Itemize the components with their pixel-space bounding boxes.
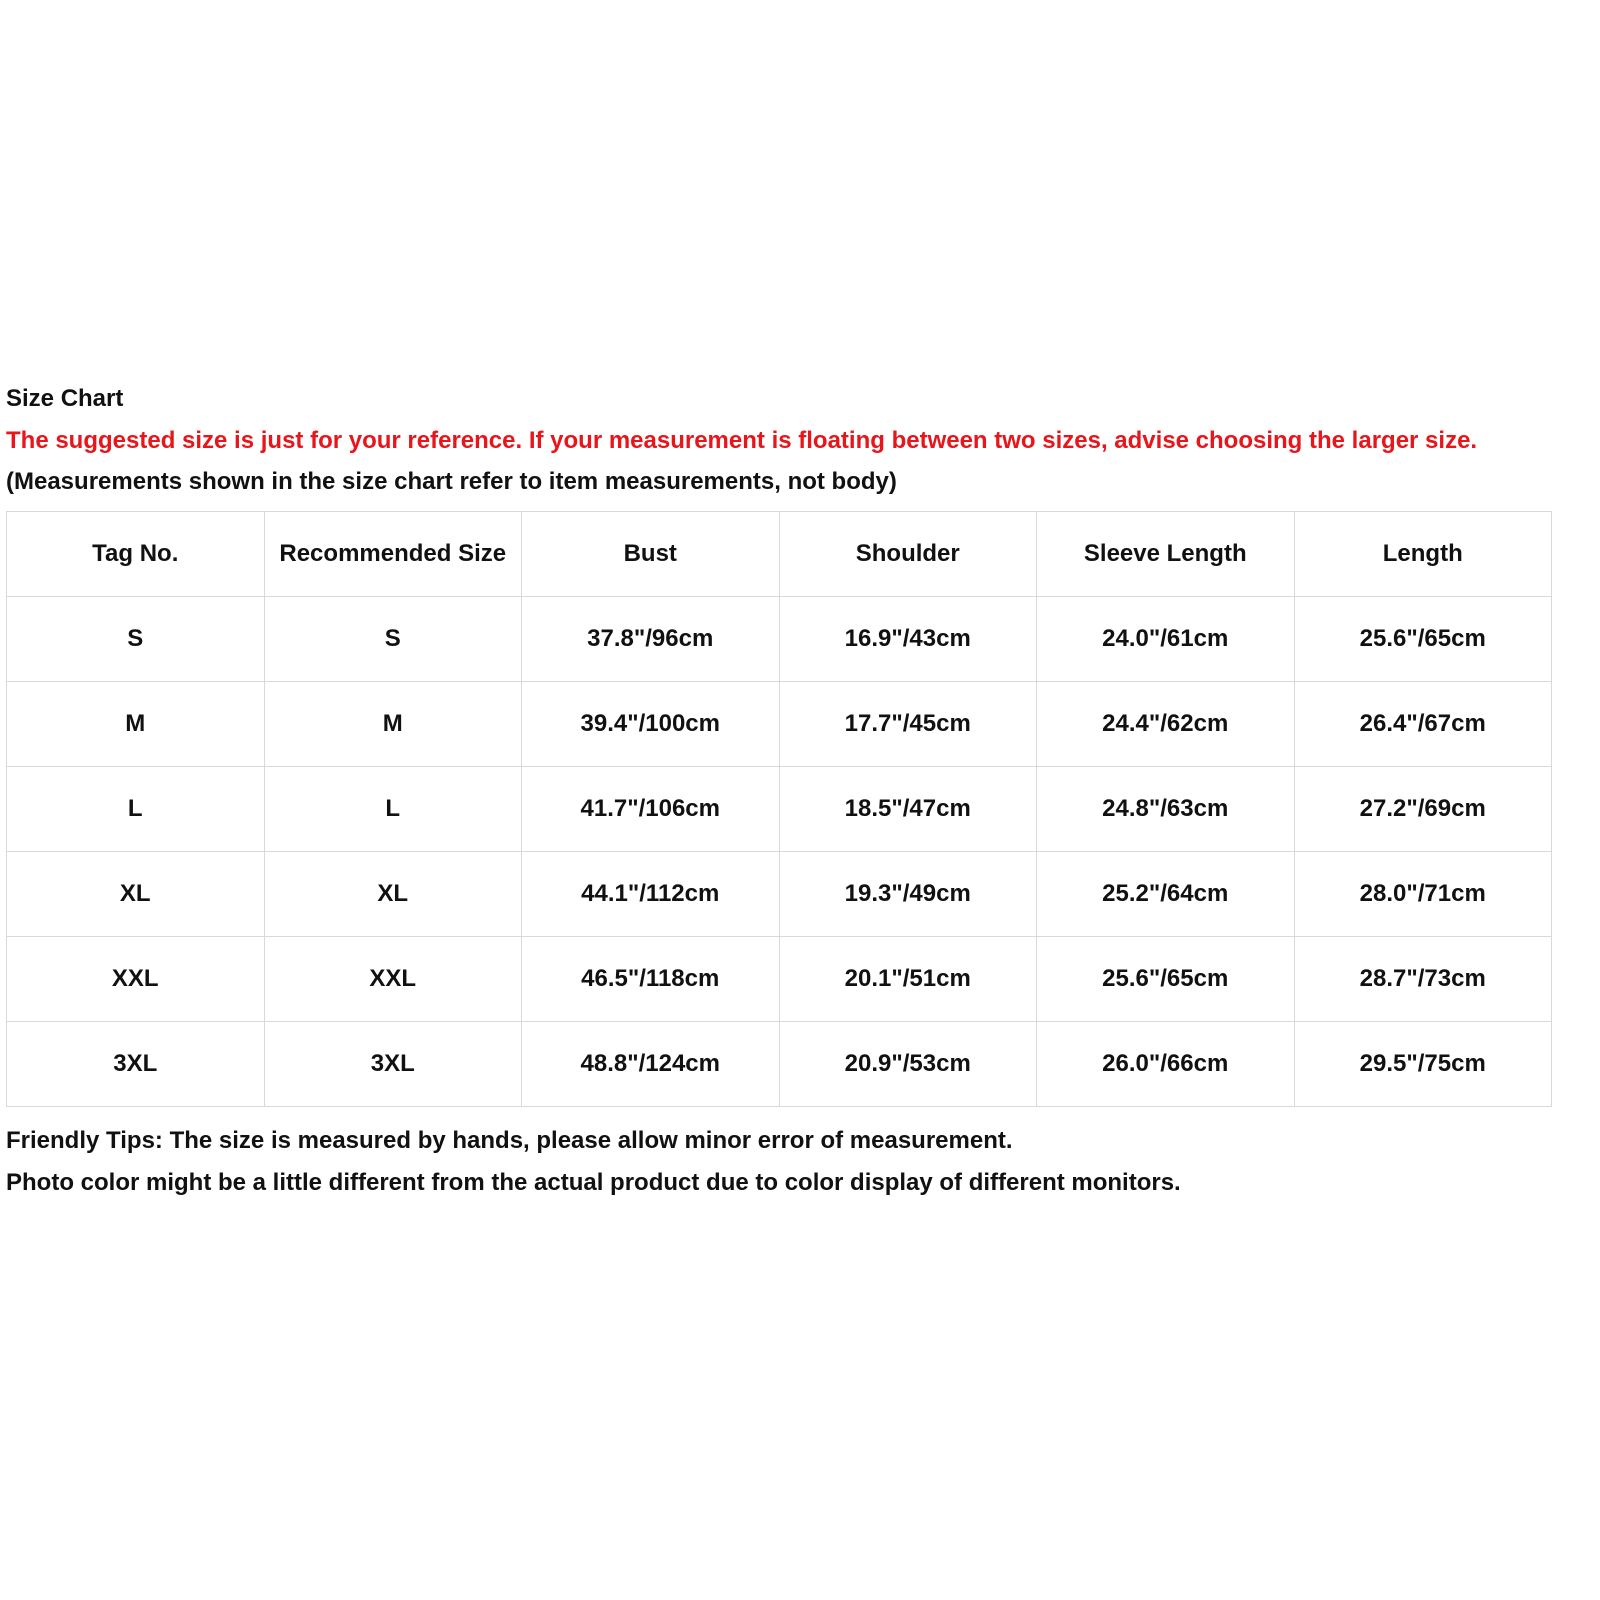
tip-photo-color: Photo color might be a little different from the actual product due to color display of different monitors. <box>6 1169 1181 1196</box>
cell-sleeve-length: 26.0"/66cm <box>1037 1022 1295 1107</box>
cell-length: 29.5"/75cm <box>1294 1022 1552 1107</box>
column-header-shoulder: Shoulder <box>779 512 1037 597</box>
table-row <box>7 682 1552 767</box>
page-title: Size Chart <box>6 385 124 412</box>
cell-sleeve-length: 25.2"/64cm <box>1037 852 1295 937</box>
column-header-recommended-size: Recommended Size <box>264 512 522 597</box>
column-header-length: Length <box>1294 512 1552 597</box>
cell-shoulder: 20.1"/51cm <box>779 937 1037 1022</box>
cell-bust: 39.4"/100cm <box>522 682 780 767</box>
cell-tag-no: XL <box>7 852 265 937</box>
cell-bust: 44.1"/112cm <box>522 852 780 937</box>
table-header-row <box>7 512 1552 597</box>
cell-tag-no: M <box>7 682 265 767</box>
column-header-sleeve-length: Sleeve Length <box>1037 512 1295 597</box>
cell-bust: 41.7"/106cm <box>522 767 780 852</box>
cell-sleeve-length: 24.8"/63cm <box>1037 767 1295 852</box>
friendly-tips <box>6 1127 1596 1197</box>
cell-sleeve-length: 24.0"/61cm <box>1037 597 1295 682</box>
cell-shoulder: 19.3"/49cm <box>779 852 1037 937</box>
cell-recommended-size: XL <box>264 852 522 937</box>
cell-shoulder: 16.9"/43cm <box>779 597 1037 682</box>
table-row <box>7 767 1552 852</box>
cell-bust: 48.8"/124cm <box>522 1022 780 1107</box>
table-row <box>7 852 1552 937</box>
cell-tag-no: 3XL <box>7 1022 265 1107</box>
cell-bust: 37.8"/96cm <box>522 597 780 682</box>
cell-recommended-size: 3XL <box>264 1022 522 1107</box>
cell-sleeve-length: 24.4"/62cm <box>1037 682 1295 767</box>
table-row <box>7 1022 1552 1107</box>
tip-measurement: Friendly Tips: The size is measured by hands, please allow minor error of measurement. <box>6 1127 1013 1154</box>
cell-length: 28.0"/71cm <box>1294 852 1552 937</box>
size-chart-section <box>6 385 1596 1211</box>
cell-length: 26.4"/67cm <box>1294 682 1552 767</box>
table-row <box>7 597 1552 682</box>
cell-shoulder: 17.7"/45cm <box>779 682 1037 767</box>
cell-recommended-size: M <box>264 682 522 767</box>
cell-recommended-size: L <box>264 767 522 852</box>
cell-recommended-size: XXL <box>264 937 522 1022</box>
size-notice: The suggested size is just for your reference. If your measurement is floating between two sizes, advise choosing the larger size. <box>6 427 1478 454</box>
column-header-bust: Bust <box>522 512 780 597</box>
measurement-note: (Measurements shown in the size chart refer to item measurements, not body) <box>6 468 897 495</box>
size-table <box>6 511 1552 1107</box>
table-row <box>7 937 1552 1022</box>
cell-sleeve-length: 25.6"/65cm <box>1037 937 1295 1022</box>
cell-length: 25.6"/65cm <box>1294 597 1552 682</box>
cell-shoulder: 18.5"/47cm <box>779 767 1037 852</box>
cell-recommended-size: S <box>264 597 522 682</box>
cell-bust: 46.5"/118cm <box>522 937 780 1022</box>
cell-tag-no: S <box>7 597 265 682</box>
cell-tag-no: L <box>7 767 265 852</box>
cell-length: 28.7"/73cm <box>1294 937 1552 1022</box>
cell-tag-no: XXL <box>7 937 265 1022</box>
column-header-tag-no: Tag No. <box>7 512 265 597</box>
cell-length: 27.2"/69cm <box>1294 767 1552 852</box>
cell-shoulder: 20.9"/53cm <box>779 1022 1037 1107</box>
